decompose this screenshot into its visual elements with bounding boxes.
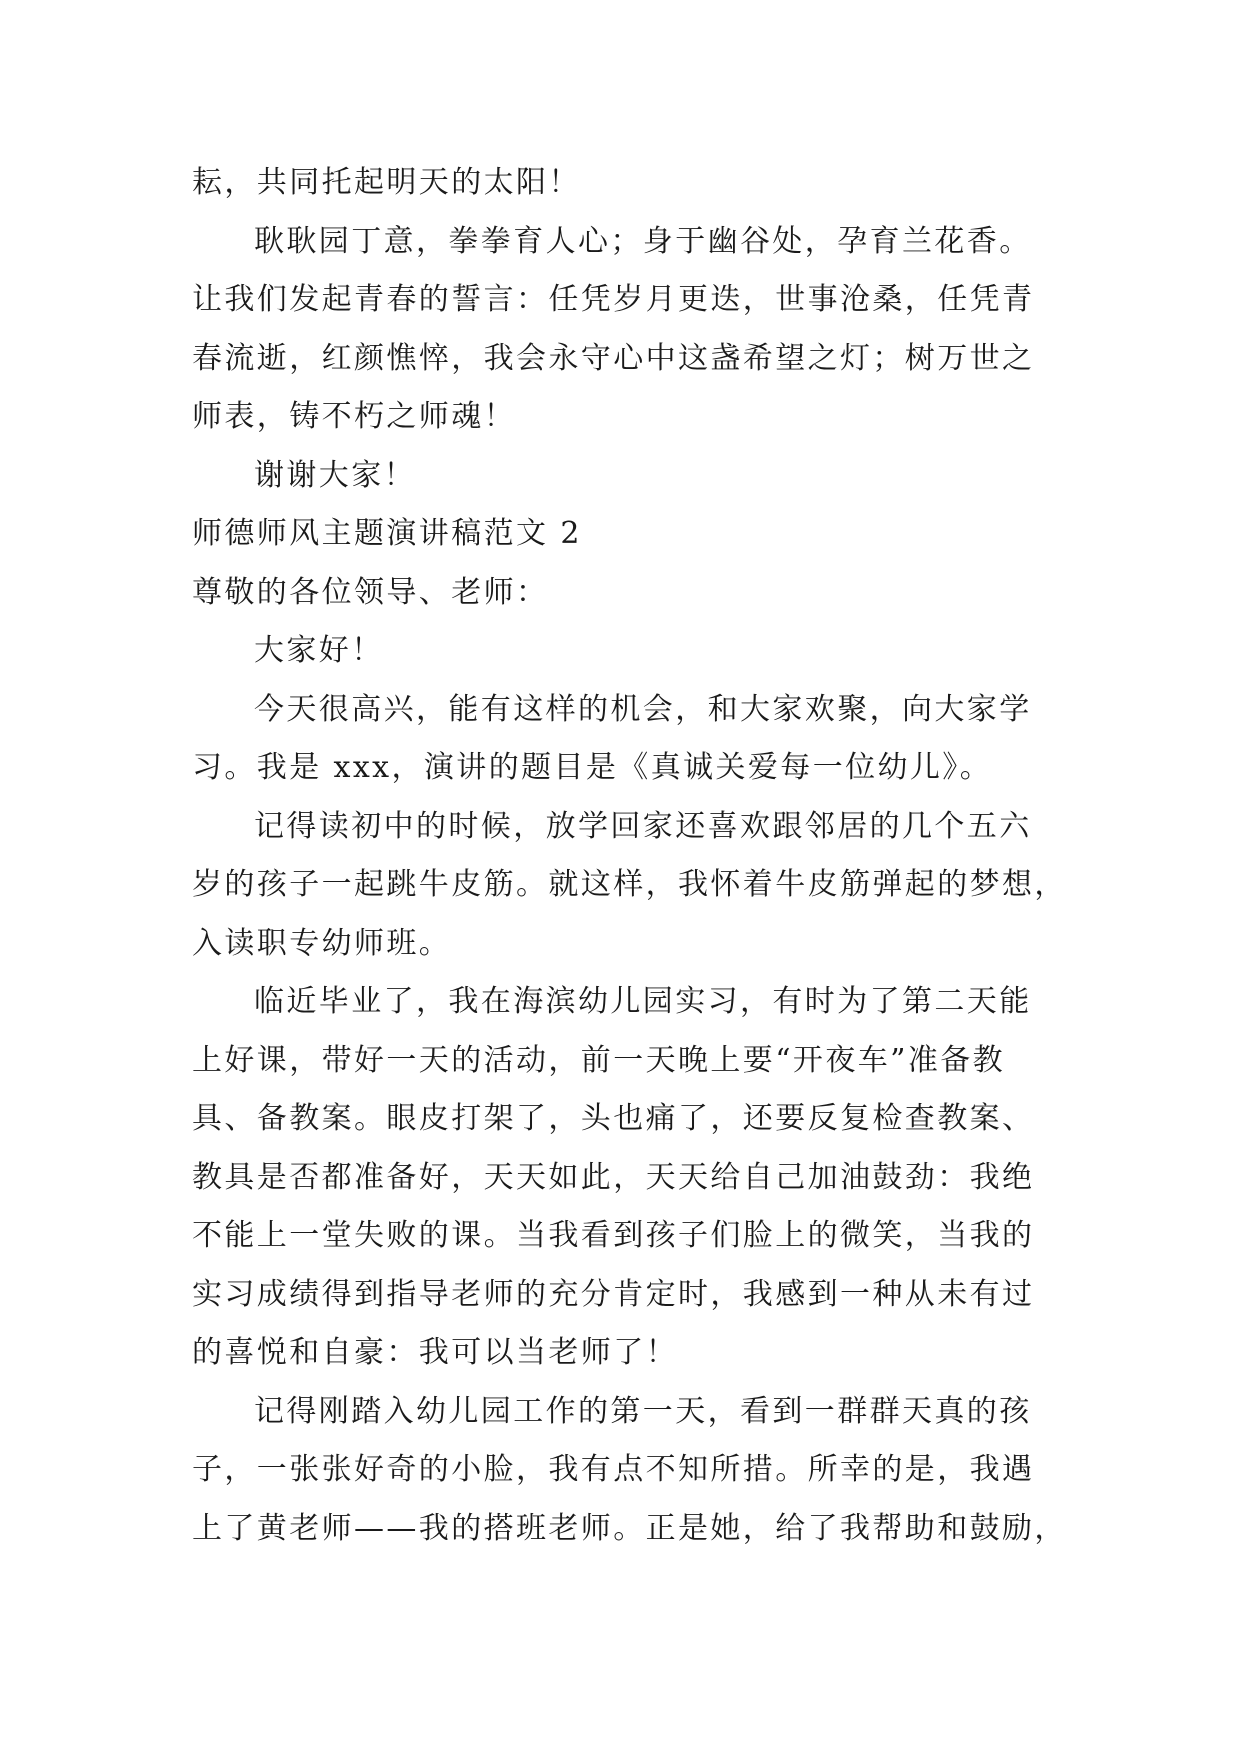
- salutation: 尊敬的各位领导、老师：: [192, 574, 549, 610]
- text-line: 实习成绩得到指导老师的充分肯定时，我感到一种从未有过: [192, 1276, 1035, 1312]
- text-line: 师表，铸不朽之师魂！: [192, 399, 516, 434]
- section-heading: 师德师风主题演讲稿范文 2: [192, 516, 582, 551]
- text-line: 子，一张张好奇的小脸，我有点不知所措。所幸的是，我遇: [192, 1452, 1035, 1487]
- text-line: 习。我是 xxx，演讲的题目是《真诚关爱每一位幼儿》。: [192, 750, 993, 785]
- text-line: 耿耿园丁意，拳拳育人心；身于幽谷处，孕育兰花香。: [254, 223, 1032, 259]
- text-line: 岁的孩子一起跳牛皮筋。就这样，我怀着牛皮筋弹起的梦想，: [192, 867, 1067, 902]
- text-line: 教具是否都准备好，天天如此，天天给自己加油鼓劲：我绝: [192, 1159, 1035, 1195]
- text-line: 春流逝，红颜憔悴，我会永守心中这盏希望之灯；树万世之: [192, 340, 1035, 376]
- text-line: 的喜悦和自豪：我可以当老师了！: [192, 1335, 678, 1370]
- text-line: 记得读初中的时候，放学回家还喜欢跟邻居的几个五六: [254, 808, 1032, 844]
- text-line: 今天很高兴，能有这样的机会，和大家欢聚，向大家学: [254, 691, 1032, 727]
- text-line: 入读职专幼师班。: [192, 925, 452, 961]
- text-line: 让我们发起青春的誓言：任凭岁月更迭，世事沧桑，任凭青: [192, 282, 1035, 317]
- text-line: 上好课，带好一天的活动，前一天晚上要“开夜车”准备教: [192, 1042, 1006, 1078]
- text-line: 谢谢大家！: [254, 457, 416, 493]
- text-line: 大家好！: [254, 633, 384, 668]
- document-body: [192, 154, 1072, 1558]
- text-line: 上了黄老师——我的搭班老师。正是她，给了我帮助和鼓励，: [192, 1510, 1067, 1546]
- text-line: 临近毕业了，我在海滨幼儿园实习，有时为了第二天能: [254, 984, 1032, 1019]
- text-line: 具、备教案。眼皮打架了，头也痛了，还要反复检查教案、: [192, 1101, 1035, 1136]
- text-line: 不能上一堂失败的课。当我看到孩子们脸上的微笑，当我的: [192, 1218, 1035, 1253]
- text-line: 记得刚踏入幼儿园工作的第一天，看到一群群天真的孩: [254, 1393, 1032, 1429]
- text-line: 耘，共同托起明天的太阳！: [192, 165, 581, 200]
